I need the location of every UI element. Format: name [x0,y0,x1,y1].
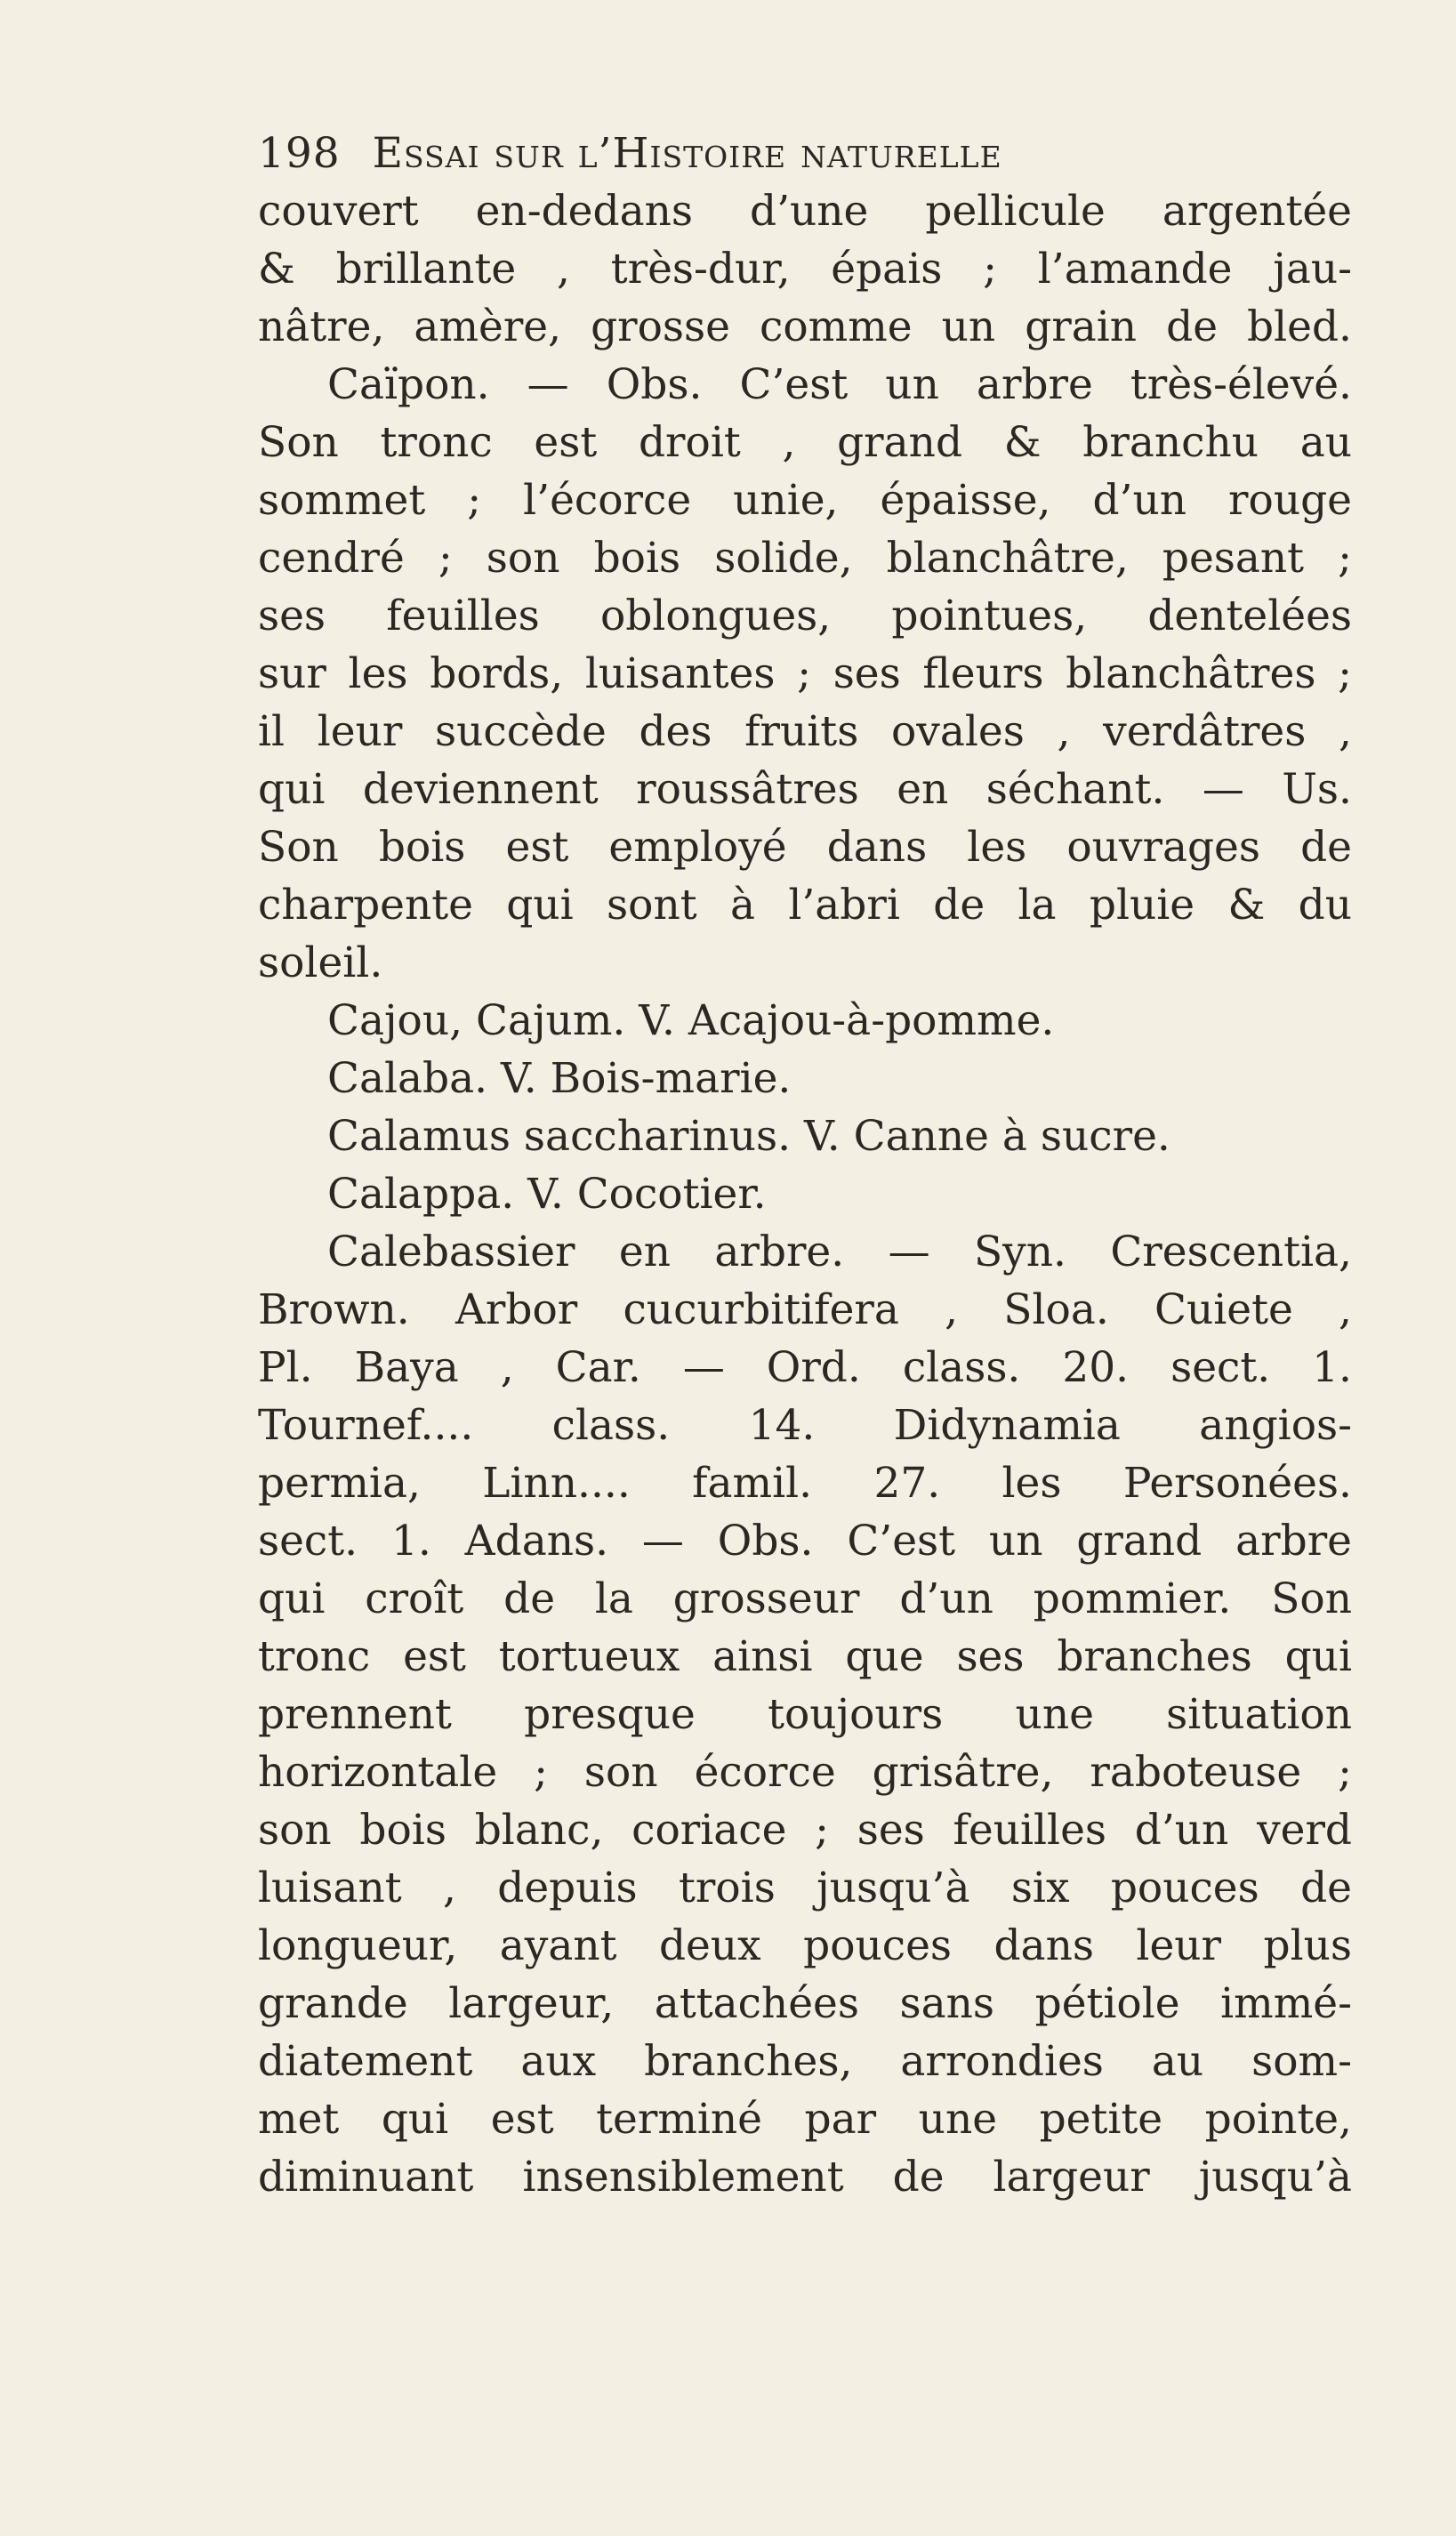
text-line: qui deviennent roussâtres en séchant. — Us. [258,765,1352,814]
text-line: diminuant insensiblement de largeur jusqu’à [258,2153,1352,2202]
page-number: 198 [258,129,341,178]
text-line: prennent presque toujours une situation [258,1690,1352,1739]
text-line: Tournef.... class. 14. Didynamia angios- [258,1401,1352,1450]
text-line: il leur succède des fruits ovales , verdâtres , [258,707,1352,756]
text-line: Calebassier en arbre. — Syn. Crescentia, [327,1228,1352,1276]
text-line: Calaba. V. Bois-marie. [327,1054,792,1103]
text-line: qui croît de la grosseur d’un pommier. Son [258,1574,1352,1623]
page-text-block [258,125,1352,2206]
text-line: Pl. Baya , Car. — Ord. class. 20. sect. 1. [258,1343,1352,1392]
text-line: couvert en-dedans d’une pellicule argentée [258,187,1352,236]
text-line: soleil. [258,938,383,987]
text-line: charpente qui sont à l’abri de la pluie & du [258,881,1352,930]
text-line: ses feuilles oblongues, pointues, dentelées [258,592,1352,640]
text-line: cendré ; son bois solide, blanchâtre, pesant ; [258,534,1352,583]
text-line: Cajou, Cajum. V. Acajou-à-pomme. [327,996,1055,1045]
text-line: Calamus saccharinus. V. Canne à sucre. [327,1112,1170,1161]
text-line: permia, Linn.... famil. 27. les Personées. [258,1459,1352,1508]
text-line: Caïpon. — Obs. C’est un arbre très-élevé. [327,360,1352,409]
text-line: & brillante , très-dur, épais ; l’amande jau- [258,245,1352,294]
text-line: Son bois est employé dans les ouvrages de [258,823,1352,872]
text-line: nâtre, amère, grosse comme un grain de bled. [258,302,1352,351]
text-line: diatement aux branches, arrondies au som- [258,2037,1352,2086]
text-line: luisant , depuis trois jusqu’à six pouces de [258,1864,1352,1912]
text-line: son bois blanc, coriace ; ses feuilles d’un verd [258,1806,1352,1855]
text-line: horizontale ; son écorce grisâtre, raboteuse ; [258,1748,1352,1797]
text-line: tronc est tortueux ainsi que ses branches qui [258,1632,1352,1681]
text-line: Son tronc est droit , grand & branchu au [258,418,1352,467]
text-line: Calappa. V. Cocotier. [327,1170,767,1219]
text-line: sur les bords, luisantes ; ses fleurs blanchâtres ; [258,649,1352,698]
text-line: met qui est terminé par une petite pointe, [258,2095,1352,2144]
running-title: Essai sur l’Histoire naturelle [372,129,1002,178]
text-line: grande largeur, attachées sans pétiole immé- [258,1979,1352,2028]
running-head [258,125,1352,182]
text-line: sect. 1. Adans. — Obs. C’est un grand arbre [258,1517,1352,1566]
text-line: longueur, ayant deux pouces dans leur plus [258,1921,1352,1970]
body-text [258,182,1352,2206]
text-line: Brown. Arbor cucurbitifera , Sloa. Cuiete , [258,1285,1352,1334]
text-line: sommet ; l’écorce unie, épaisse, d’un rouge [258,476,1352,525]
